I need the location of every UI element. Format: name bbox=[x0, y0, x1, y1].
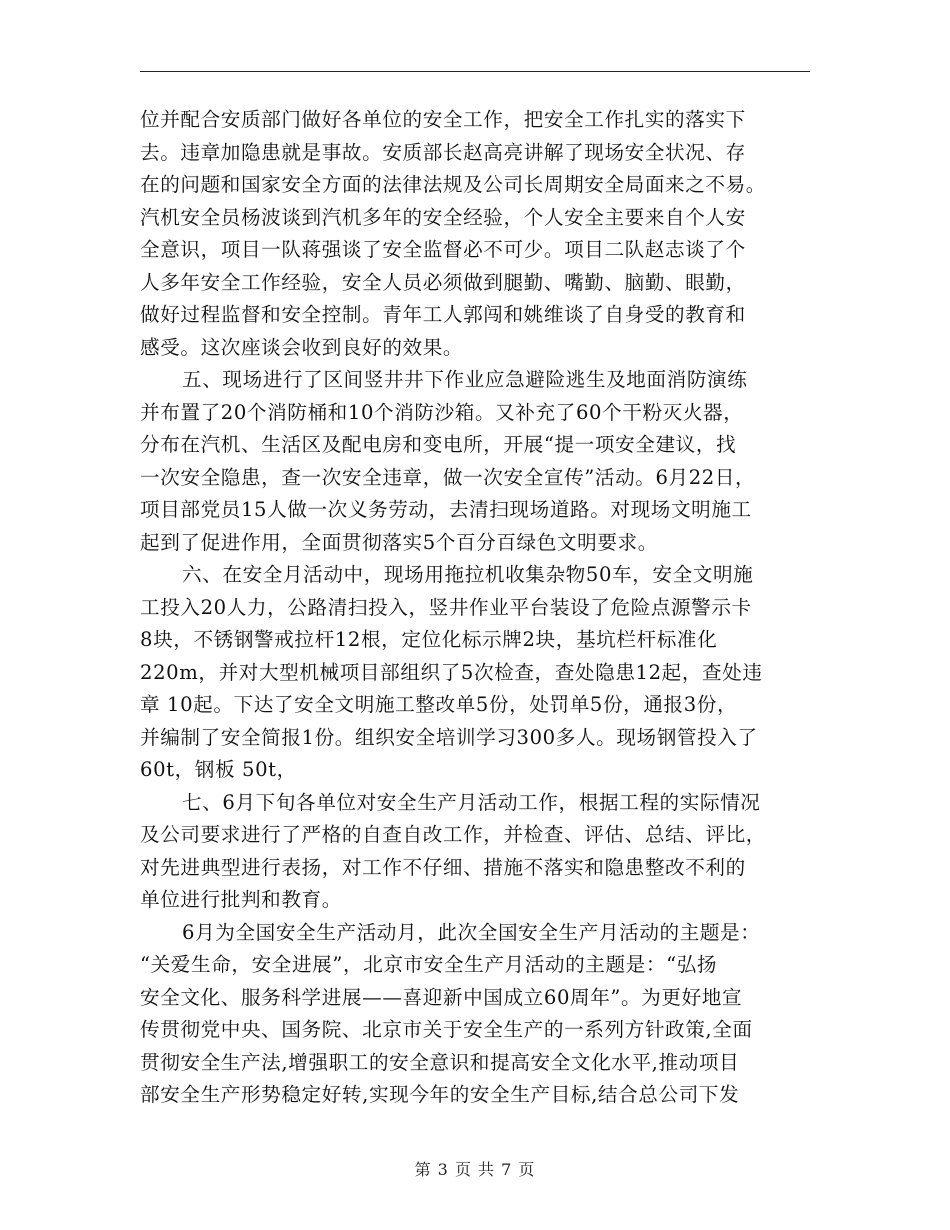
text-line: 在的问题和国家安全方面的法律法规及公司长周期安全局面来之不易。 bbox=[140, 173, 767, 196]
text-line: 项目部党员15人做一次义务劳动，去清扫现场道路。对现场文明施工 bbox=[140, 498, 752, 521]
text-line: 去。违章加隐患就是事故。安质部长赵高亮讲解了现场安全状况、存 bbox=[140, 140, 746, 164]
text-line: 全意识，项目一队蒋强谈了安全监督必不可少。项目二队赵志谈了个 bbox=[140, 238, 746, 261]
text-line: 及公司要求进行了严格的自查自改工作，并检查、评估、总结、评比， bbox=[140, 823, 767, 846]
text-line: 60t，钢板 50t， bbox=[140, 758, 297, 781]
paragraph-start-line: 六、在安全月活动中，现场用拖拉机收集杂物50车，安全文明施 bbox=[182, 563, 754, 586]
text-line: 汽机安全员杨波谈到汽机多年的安全经验，个人安全主要来自个人安 bbox=[140, 205, 746, 229]
text-line: 8块，不锈钢警戒拉杆12根，定位化标示牌2块，基坑栏杆标准化 bbox=[140, 628, 718, 651]
paragraph-start-line: 6月为全国安全生产活动月，此次全国安全生产月活动的主题是： bbox=[182, 920, 761, 944]
text-line: 一次安全隐患，查一次安全违章，做一次安全宣传”活动。6月22日， bbox=[140, 465, 756, 489]
text-line: 位并配合安质部门做好各单位的安全工作，把安全工作扎实的落实下 bbox=[140, 108, 746, 131]
text-line: 安全文化、服务科学进展——喜迎新中国成立60周年”。为更好地宣 bbox=[140, 985, 743, 1009]
text-line: 单位进行批判和教育。 bbox=[140, 888, 342, 911]
paragraph-start-line: 七、6月下旬各单位对安全生产月活动工作，根据工程的实际情况 bbox=[182, 790, 761, 814]
document-body bbox=[140, 104, 810, 1112]
text-line: 起到了促进作用，全面贯彻落实5个百分百绿色文明要求。 bbox=[140, 530, 658, 554]
text-line: 传贯彻党中央、国务院、北京市关于安全生产的一系列方针政策,全面 bbox=[140, 1018, 753, 1041]
text-line: 感受。这次座谈会收到良好的效果。 bbox=[140, 335, 464, 359]
header-rule bbox=[140, 71, 810, 72]
text-line: 并布置了20个消防桶和10个消防沙箱。又补充了60个干粉灭火器， bbox=[140, 400, 744, 424]
text-line: 对先进典型进行表扬，对工作不仔细、措施不落实和隐患整改不利的 bbox=[140, 855, 746, 879]
text-line: 工投入20人力，公路清扫投入，竖井作业平台装设了危险点源警示卡 bbox=[140, 595, 752, 619]
text-line: 分布在汽机、生活区及配电房和变电所，开展“提一项安全建议，找 bbox=[140, 433, 737, 456]
text-line: 部安全生产形势稳定好转,实现今年的安全生产目标,结合总公司下发 bbox=[140, 1083, 740, 1106]
text-line: 并编制了安全简报1份。组织安全培训学习300多人。现场钢管投入了 bbox=[140, 725, 758, 749]
page-number-footer: 第 3 页 共 7 页 bbox=[414, 1160, 536, 1179]
text-line: 220m，并对大型机械项目部组织了5次检查，查处隐患12起，查处违 bbox=[140, 660, 763, 684]
text-line: “关爱生命，安全进展”，北京市安全生产月活动的主题是：“弘扬 bbox=[140, 953, 718, 976]
text-line: 贯彻安全生产法,增强职工的安全意识和提高安全文化水平,推动项目 bbox=[140, 1050, 740, 1074]
text-line: 人多年安全工作经验，安全人员必须做到腿勤、嘴勤、脑勤、眼勤， bbox=[140, 270, 746, 294]
text-line: 章 10起。下达了安全文明施工整改单5份，处罚单5份，通报3份， bbox=[140, 693, 738, 716]
paragraph-start-line: 五、现场进行了区间竖井井下作业应急避险逃生及地面消防演练 bbox=[182, 368, 748, 391]
text-line: 做好过程监督和安全控制。青年工人郭闯和姚维谈了自身受的教育和 bbox=[140, 303, 746, 326]
